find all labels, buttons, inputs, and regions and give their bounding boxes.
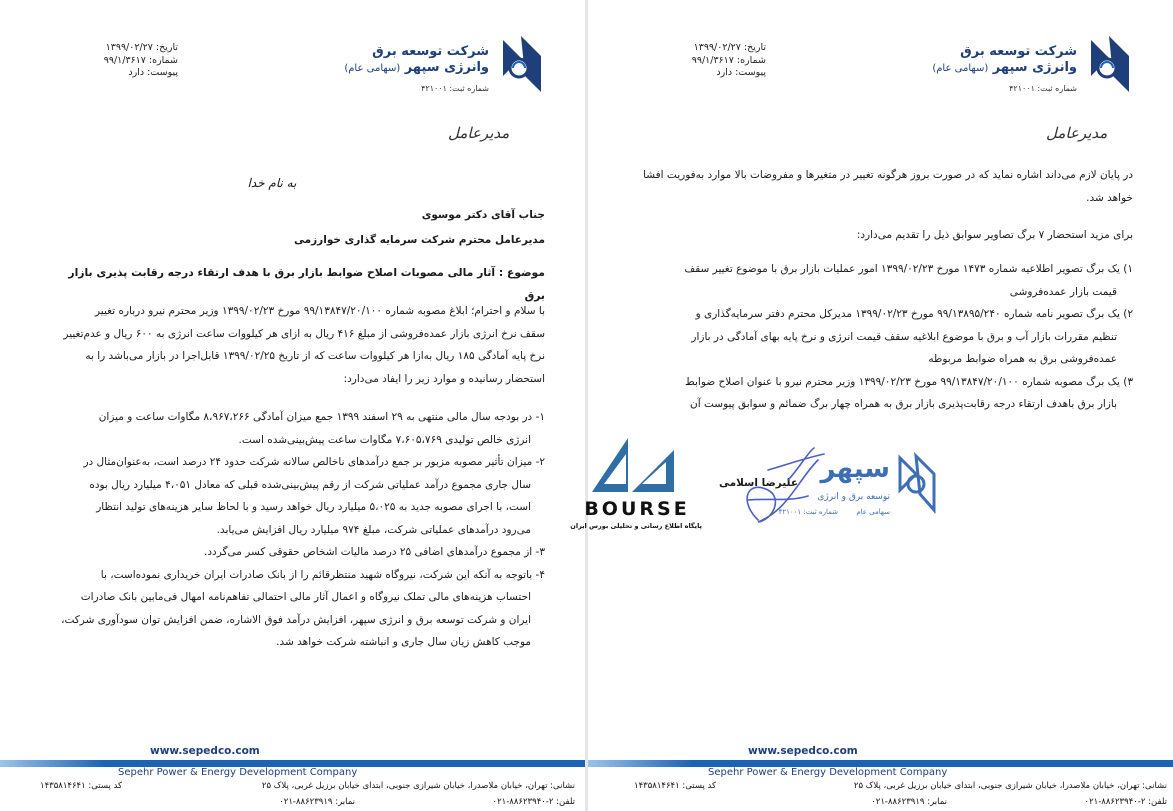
list-item: ۴- باتوجه به آنکه این شرکت، نیروگاه شهید منتظرقائم را از بانک صادرات ایران خریداری نموده‌است، با xyxy=(100,568,545,581)
list-item: سال جاری مجموع درآمد عملیاتی شرکت از رقم پیش‌بینی‌شده قبلی که معادل ۴،۰۵۱ میلیارد ریال بوده xyxy=(89,478,531,491)
bourse-brand: BOURSE xyxy=(584,498,690,520)
company-name: شرکت توسعه برق وانرژی سپهر (سهامی عام) xyxy=(932,44,1077,75)
registration-number: شماره ثبت: ۴۲۱۰۰۱ xyxy=(1009,84,1077,93)
footer-fax: نمابر: ۸۸۶۲۳۹۱۹-۰۲۱ xyxy=(279,797,355,807)
letterhead-logo xyxy=(932,34,1133,104)
salutation-god: به نام خدا xyxy=(247,176,297,190)
footer-postal: کد پستی: ۱۴۳۵۸۱۴۶۴۱ xyxy=(40,781,123,791)
list-item: ۳) یک برگ مصوبه شماره ۹۹/۱۳۸۴۷/۲۰/۱۰۰ مورخ ۱۳۹۹/۰۲/۲۳ وزیر محترم نیرو با عنوان اصلاح ضوابط xyxy=(685,375,1133,388)
list-item: انرژی خالص تولیدی ۷،۶۰۵،۷۶۹ مگاوات ساعت پیش‌بینی‌شده است. xyxy=(238,433,531,446)
footer-phone: تلفن: ۲-۸۸۶۲۳۹۴۰-۰۲۱ xyxy=(492,797,575,807)
letter-page-2 xyxy=(588,0,1173,811)
company-name: شرکت توسعه برق وانرژی سپهر (سهامی عام) xyxy=(344,44,489,75)
letter-items xyxy=(35,406,545,654)
letter-attachment: پیوست: دارد xyxy=(716,67,766,78)
stamp-subtitle: توسعه برق و انرژی xyxy=(817,492,890,502)
list-item: عمده‌فروشی برق به همراه ضوابط مربوطه xyxy=(928,353,1117,365)
list-item: ۲) یک برگ تصویر نامه شماره ۹۹/۱۳۸۹۵/۲۴۰ مورخ ۱۳۹۹/۰۲/۲۳ مدیرکل محترم دفتر سرمایه‌گذاری و xyxy=(695,308,1133,320)
list-item: ۳- از مجموع درآمدهای اضافی ۲۵ درصد مالیات اشخاص حقوقی کسر می‌گردد. xyxy=(204,546,545,558)
list-item: ۲- میزان تأثیر مصوبه مزبور بر جمع درآمدهای ناخالص سالانه شرکت حدود ۲۴ درصد است، به‌عنوان‌مثال در xyxy=(83,456,545,468)
bourse-watermark xyxy=(572,432,702,542)
list-item: بازار برق باهدف ارتقاء درجه رقابت‌پذیری بازار برق به همراه چهار برگ ضمائم و سوابق پیوست آن xyxy=(690,398,1117,410)
letterhead-logo xyxy=(344,34,545,104)
stamp-name: سپهر xyxy=(820,454,890,484)
footer-address: نشانی: تهران، خیابان ملاصدرا، خیابان شیرازی جنوبی، ابتدای خیابان برزیل غربی، پلاک ۲۵ xyxy=(853,781,1167,791)
list-item: ایران و شرکت توسعه برق و انرژی سپهر، افزایش درآمد فوق الاشاره، ضمن افزایش توان سودآوری شرکت، xyxy=(61,613,531,626)
list-item: است، با اجرای مصوبه جدید به ۵،۰۲۵ میلیارد ریال خواهد رسید و با لحاظ سایر هزینه‌های تولید انتظار xyxy=(96,501,531,513)
footer-bar xyxy=(588,760,1173,767)
footer-company-en: Sepehr Power & Energy Development Company xyxy=(708,767,948,778)
attachments-list xyxy=(623,258,1133,416)
footer-bar xyxy=(0,760,585,767)
ceo-handwritten-stamp: مدیرعامل xyxy=(448,124,510,142)
list-item: می‌رود درآمدهای عملیاتی شرکت، مبلغ ۹۷۴ میلیارد ریال افزایش می‌یابد. xyxy=(216,523,531,536)
letter-subject: موضوع : آثار مالی مصوبات اصلاح ضوابط بازار برق با هدف ارتقاء درجه رقابت پذیری بازار برق xyxy=(68,266,545,302)
stamp-logo-icon xyxy=(894,452,938,518)
stamp-registration: شماره ثبت: ۴۲۱۰۰۱ xyxy=(778,508,838,516)
closing-paragraph: در پایان لازم می‌داند اشاره نماید که در صورت بروز هرگونه تغییر در متغیرها و مفروضات بالا موارد به‌فوریت افشا خواهد شد. xyxy=(643,169,1133,204)
recipient-name: جناب آقای دکتر موسوی xyxy=(421,209,545,221)
list-item: قیمت بازار عمده‌فروشی xyxy=(1009,285,1117,298)
stamp-type: سهامی عام xyxy=(856,508,890,516)
letter-number: شماره: ۹۹/۱/۳۶۱۷ xyxy=(103,54,178,66)
footer-website: www.sepedco.com xyxy=(150,745,260,757)
footer-website: www.sepedco.com xyxy=(748,745,858,757)
bourse-caption: پایگاه اطلاع رسانی و تحلیلی بورس ایران xyxy=(570,522,702,530)
list-item: موجب کاهش زیان سال جاری و انباشته شرکت خواهد شد. xyxy=(276,636,531,648)
letter-page-1 xyxy=(0,0,585,811)
bourse-logo-icon xyxy=(588,432,678,500)
footer-fax: نمابر: ۸۸۶۲۳۹۱۹-۰۲۱ xyxy=(871,797,947,807)
recipient-title: مدیرعامل محترم شرکت سرمایه گذاری خوارزمی xyxy=(294,234,545,246)
list-item: احتساب هزینه‌های مالی تملک نیروگاه و اعمال آثار مالی احتمالی تفاهم‌نامه امهال فی‌مابین بانک صادرات xyxy=(80,591,531,603)
list-item: ۱) یک برگ تصویر اطلاعیه شماره ۱۴۷۳ مورخ ۱۳۹۹/۰۲/۲۳ امور عملیات بازار برق با موضوع تغییر سقف xyxy=(684,263,1133,275)
footer-address: نشانی: تهران، خیابان ملاصدرا، خیابان شیرازی جنوبی، ابتدای خیابان برزیل غربی، پلاک ۲۵ xyxy=(261,781,575,791)
signatory-name: علیرضا اسلامی xyxy=(718,477,798,489)
letter-meta xyxy=(58,42,178,80)
letter-date: تاریخ: ۱۳۹۹/۰۲/۲۷ xyxy=(105,42,178,53)
registration-number: شماره ثبت: ۴۲۱۰۰۱ xyxy=(421,84,489,93)
company-logo-icon xyxy=(1083,34,1133,100)
letter-meta xyxy=(646,42,766,80)
letter-attachment: پیوست: دارد xyxy=(128,67,178,78)
company-logo-icon xyxy=(495,34,545,100)
list-item: ۱- در بودجه سال مالی منتهی به ۲۹ اسفند ۱۳۹۹ جمع میزان آمادگی ۸،۹۶۷،۲۶۶ مگاوات ساعت و میزان xyxy=(98,411,545,423)
footer-company-en: Sepehr Power & Energy Development Company xyxy=(118,767,358,778)
letter-intro: با سلام و احترام؛ ابلاغ مصوبه شماره ۹۹/۱۳۸۴۷/۲۰/۱۰۰ مورخ ۱۳۹۹/۰۲/۲۳ وزیر محترم نیرو درباره تغییر سقف نرخ انرژی بازار عمده‌فروشی از مبلغ ۴۱۶ ریال به ازای هر کیلووات ساعت انرژی به ۶۰۰ ریال و عدم‌تغییر نرخ پایه آمادگی ۱۸۵ ریال به‌ازا هر کیلووات ساعت که از تاریخ ۱۳۹۹/۰۲/۲۵ قابل‌اجرا در بازار می‌باشد را به استحضار رسانیده و موارد زیر را ایفاد می‌دارد: xyxy=(63,305,545,385)
footer-phone: تلفن: ۲-۸۸۶۲۳۹۴۰-۰۲۱ xyxy=(1084,797,1167,807)
attachments-intro: برای مزید استحضار ۷ برگ تصاویر سوابق ذیل را تقدیم می‌دارد: xyxy=(856,229,1133,241)
letter-date: تاریخ: ۱۳۹۹/۰۲/۲۷ xyxy=(693,42,766,53)
footer-postal: کد پستی: ۱۴۳۵۸۱۴۶۴۱ xyxy=(634,781,717,791)
ceo-handwritten-stamp: مدیرعامل xyxy=(1046,124,1108,142)
signature-icon xyxy=(728,440,838,530)
list-item: تنظیم مقررات بازار آب و برق با موضوع ابلاغیه سقف قیمت انرژی و نرخ پایه بهای آمادگی در بازار xyxy=(691,330,1117,343)
letter-number: شماره: ۹۹/۱/۳۶۱۷ xyxy=(691,54,766,66)
